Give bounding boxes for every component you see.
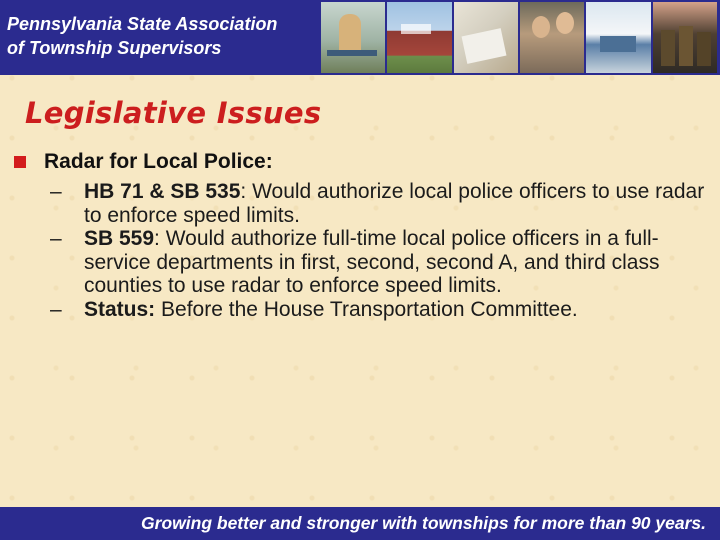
status-description: Before the House Transportation Committee. (155, 297, 578, 321)
photo-barn (387, 2, 451, 73)
sub-bullet-text (84, 298, 715, 322)
organization-name-line1: Pennsylvania State Association (7, 14, 278, 34)
dash-marker: – (50, 227, 62, 250)
sub-bullet-sb559 (50, 227, 715, 298)
dash-marker: – (50, 180, 62, 203)
organization-name (7, 12, 322, 60)
sub-bullet-hb71-sb535 (50, 180, 715, 227)
bill-label: SB 559 (84, 227, 155, 250)
dash-marker: – (50, 297, 62, 321)
bill-label: HB 71 & SB 535 (84, 180, 241, 203)
sub-bullet-list (50, 180, 715, 321)
photo-playground (321, 2, 385, 73)
header-bar (0, 0, 720, 75)
photo-strip (321, 2, 717, 73)
photo-officials (520, 2, 584, 73)
page-title: Legislative Issues (25, 96, 322, 130)
photo-meeting-papers (454, 2, 518, 73)
bullet-radar-local-police (12, 150, 712, 174)
footer-bar (0, 507, 720, 540)
bullet-text: Radar for Local Police: (44, 150, 273, 173)
footer-tagline: Growing better and stronger with townships for more than 90 years. (141, 513, 706, 533)
sub-bullet-text (84, 227, 715, 298)
photo-snowplow (586, 2, 650, 73)
photo-firefighters (653, 2, 717, 73)
bill-description: : Would authorize full-time local police officers in a full-service departments in first, second, second A, and third class counties to use radar to enforce speed limits. (84, 227, 660, 297)
sub-bullet-status (50, 298, 715, 322)
bill-description: : Would authorize local police officers to use radar to enforce speed limits. (84, 180, 705, 227)
status-label: Status: (84, 297, 156, 321)
square-bullet-icon (14, 156, 26, 168)
sub-bullet-text (84, 180, 715, 227)
organization-name-line2: of Township Supervisors (7, 38, 222, 58)
